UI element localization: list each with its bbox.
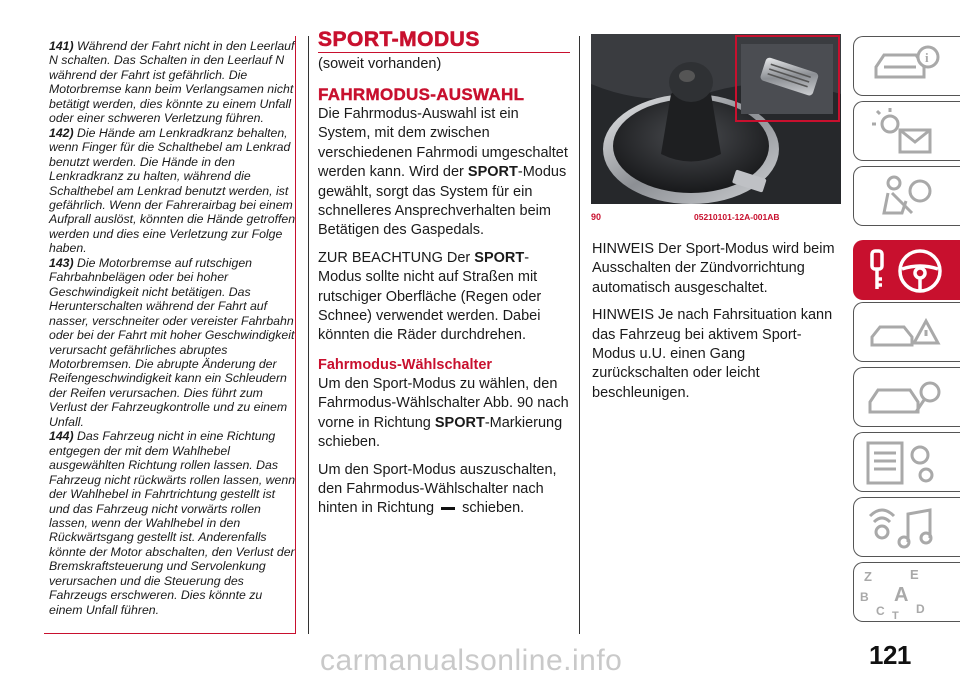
car-service-icon bbox=[854, 368, 960, 428]
minus-symbol-icon bbox=[441, 507, 455, 510]
svg-text:i: i bbox=[925, 50, 929, 65]
paragraph: Die Fahrmodus-Auswahl ist ein System, mit dem zwischen verschiedenen Fahrmodi umgeschaltet werden kann. Wird der SPORT-Modus gewählt, sorgt das System für ein schnelleres Ansprechverhalten beim Betätigen des Gaspedals. bbox=[318, 106, 568, 239]
warning-number: 142) bbox=[49, 125, 74, 140]
warning-number: 141) bbox=[49, 39, 74, 53]
svg-text:A: A bbox=[894, 584, 909, 606]
tab-car-info[interactable] bbox=[853, 36, 960, 96]
tab-multimedia[interactable] bbox=[853, 497, 960, 557]
alphabetical-index-icon bbox=[854, 563, 960, 623]
tab-starting-driving[interactable] bbox=[853, 240, 960, 300]
warning-text: Die Hände am Lenkradkranz behalten, wenn Finger für die Schalthebel am Lenkrad benutzt werden. Die Hände in den Lenkradkranz zu halten, während die Schalthebel am Lenkrad benutzt werden, ist gefährlich. Wenn der Fahrerairbag bei einem Aufprall auslöst, könnten die Hände getroffen werden und dies eine Verletzung zur Folge haben. bbox=[49, 125, 296, 256]
warning-lights-icon bbox=[854, 102, 960, 162]
notes-column bbox=[592, 239, 842, 403]
tab-service[interactable] bbox=[853, 367, 960, 427]
figure-code: 05210101-12A-001AB bbox=[694, 212, 780, 222]
section-title: SPORT-MODUS bbox=[318, 28, 570, 53]
figure-number: 90 bbox=[591, 212, 602, 222]
tab-index[interactable] bbox=[853, 562, 960, 622]
svg-text:D: D bbox=[916, 602, 925, 616]
warning-number: 144) bbox=[49, 429, 74, 444]
svg-text:E: E bbox=[910, 567, 919, 582]
car-accident-icon bbox=[854, 303, 960, 363]
tab-specifications[interactable] bbox=[853, 432, 960, 492]
column-divider bbox=[579, 36, 580, 634]
svg-text:T: T bbox=[892, 610, 899, 622]
tab-emergency[interactable] bbox=[853, 302, 960, 362]
section-subtitle: (soweit vorhanden) bbox=[318, 56, 442, 72]
paragraph: Um den Sport-Modus zu wählen, den Fahrmodus-Wählschalter Abb. 90 nach vorne in Richtung SPORT-Markierung schieben. bbox=[318, 375, 569, 451]
warning-number: 143) bbox=[49, 255, 74, 270]
car-info-icon bbox=[854, 37, 960, 97]
page-number: 121 bbox=[869, 640, 911, 670]
tab-warning-lights[interactable] bbox=[853, 101, 960, 161]
warning-text: Während der Fahrt nicht in den Leerlauf N schalten. Das Schalten in den Leerlauf N während der Fahrt ist gefährlich. Die Motorbremse kann beim Verlangsamen nicht betätigt werden, dies könnte zu einem Unfall oder einer schweren Verletzung führen. bbox=[49, 39, 295, 126]
watermark: carmanualsonline.info bbox=[320, 644, 623, 677]
gear-shifter-photo bbox=[591, 34, 841, 204]
note-paragraph: HINWEIS Je nach Fahrsituation kann das Fahrzeug bei aktivem Sport-Modus u.U. einen Gang zurückschalten oder leicht beschleunigen. bbox=[592, 307, 833, 401]
svg-text:B: B bbox=[860, 590, 869, 604]
warning-list bbox=[49, 39, 297, 617]
svg-text:Z: Z bbox=[864, 569, 872, 584]
subsection-heading: FAHRMODUS-AUSWAHL bbox=[318, 85, 525, 104]
multimedia-icon bbox=[854, 498, 960, 558]
svg-text:C: C bbox=[876, 604, 885, 618]
specifications-gear-icon bbox=[854, 433, 960, 493]
subheading-switch: Fahrmodus-Wählschalter bbox=[318, 356, 493, 373]
main-column bbox=[318, 28, 572, 519]
paragraph: Um den Sport-Modus auszuschalten, den Fahrmodus-Wählschalter nach hinten in Richtung schieben. bbox=[318, 461, 557, 517]
note-paragraph: HINWEIS Der Sport-Modus wird beim Ausschalten der Zündvorrichtung automatisch ausgeschaltet. bbox=[592, 241, 835, 296]
seat-safety-icon bbox=[854, 167, 960, 227]
column-divider bbox=[308, 36, 309, 634]
key-steering-wheel-icon bbox=[854, 241, 960, 301]
warning-text: Das Fahrzeug nicht in eine Richtung entgegen der mit dem Wahlhebel ausgewählten Richtung rollen lassen. Das Fahrzeug nicht rückwärts rollen lassen, wenn der Wahlhebel in Fahrtrichtung gestellt ist und das Fahrzeug nicht vorwärts rollen lassen, wenn der Wahlhebel in den Rückwärtsgang gestellt ist. Anderenfalls könnte der Motor abschalten, den Verlust der Bremskraftsteuerung und Servolenkung verursachen und die Steuerung des Fahrzeugs erschweren. Dies könnte zu einem Unfall führen. bbox=[49, 429, 296, 617]
warning-text: Die Motorbremse auf rutschigen Fahrbahnbelägen oder bei hoher Geschwindigkeit nicht betätigen. Das Herunterschalten während der Fahrt auf nasser, verschneiter oder vereister Fahrbahn oder bei der Fahrt mit hoher Geschwindigkeit verursacht gefährliches abruptes Motorbremsen. Die abrupte Änderung der Reifengeschwindigkeit kann ein Schleudern der Reifen verursachen. Dies führt zum Verlust der Fahrzeugkontrolle und zu einem Unfall. bbox=[49, 255, 295, 429]
tab-seat-safety[interactable] bbox=[853, 166, 960, 226]
note-paragraph: ZUR BEACHTUNG Der SPORT-Modus sollte nicht auf Straßen mit rutschiger Oberfläche (Regen oder Schnee) verwendet werden. Dabei könnten die Räder durchdrehen. bbox=[318, 249, 542, 344]
